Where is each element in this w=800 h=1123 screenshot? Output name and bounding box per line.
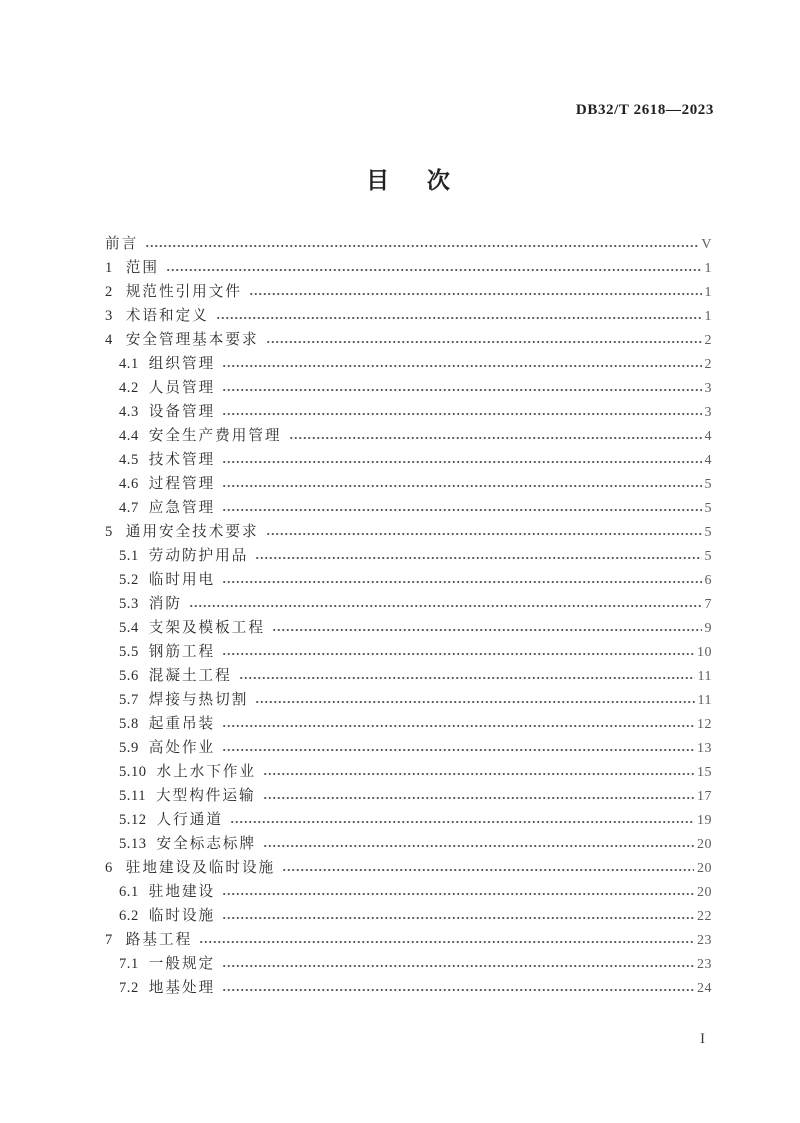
- toc-leader-dots: [222, 359, 701, 373]
- toc-leader-dots: [222, 719, 694, 733]
- toc-entry-page: 1: [704, 309, 712, 324]
- toc-entry: [105, 568, 712, 592]
- toc-entry-number: 7: [105, 932, 113, 948]
- toc-entry-page: 6: [704, 573, 712, 588]
- toc-entry-label: 钢筋工程: [148, 644, 216, 660]
- toc-leader-dots: [222, 407, 701, 421]
- toc-entry-label: 安全生产费用管理: [148, 428, 282, 444]
- toc-entry-label: 消防: [148, 596, 182, 612]
- table-of-contents: [105, 232, 712, 1000]
- toc-leader-dots: [222, 743, 694, 757]
- toc-entry: [105, 472, 712, 496]
- toc-entry-page: 13: [697, 741, 712, 756]
- toc-entry: [105, 736, 712, 760]
- toc-entry-number: 5.6: [119, 668, 139, 684]
- toc-entry-page: 20: [697, 885, 712, 900]
- toc-entry: [105, 928, 712, 952]
- toc-leader-dots: [222, 503, 701, 517]
- toc-leader-dots: [222, 887, 694, 901]
- toc-leader-dots: [255, 551, 701, 565]
- toc-entry-number: 3: [105, 308, 113, 324]
- toc-entry: [105, 640, 712, 664]
- toc-entry-label: 安全管理基本要求: [125, 332, 259, 348]
- toc-entry-page: 11: [697, 669, 712, 684]
- toc-leader-dots: [222, 983, 694, 997]
- toc-leader-dots: [289, 431, 702, 445]
- toc-entry-label: 起重吊装: [148, 716, 216, 732]
- toc-leader-dots: [222, 455, 701, 469]
- toc-entry-number: 5.8: [119, 716, 139, 732]
- toc-entry-number: 4.6: [119, 476, 139, 492]
- toc-entry-page: 20: [697, 837, 712, 852]
- toc-entry-number: 4: [105, 332, 113, 348]
- toc-entry-label: 应急管理: [148, 500, 216, 516]
- toc-entry-page: 5: [704, 525, 712, 540]
- toc-entry-label: 混凝土工程: [148, 668, 232, 684]
- toc-entry-number: 5.5: [119, 644, 139, 660]
- document-number: DB32/T 2618—2023: [575, 102, 714, 118]
- toc-entry-page: 9: [704, 621, 712, 636]
- toc-entry-page: 4: [704, 429, 712, 444]
- toc-entry: [105, 904, 712, 928]
- toc-entry: [105, 616, 712, 640]
- toc-entry: [105, 352, 712, 376]
- toc-entry: [105, 832, 712, 856]
- toc-entry-label: 大型构件运输: [156, 788, 256, 804]
- toc-entry-number: 2: [105, 284, 113, 300]
- toc-entry-label: 焊接与热切割: [148, 692, 249, 708]
- toc-entry-label: 临时设施: [148, 908, 216, 924]
- toc-entry-label: 术语和定义: [125, 308, 209, 324]
- toc-entry-label: 人员管理: [148, 380, 216, 396]
- toc-entry: [105, 496, 712, 520]
- toc-leader-dots: [222, 575, 701, 589]
- toc-entry-page: 5: [704, 501, 712, 516]
- toc-entry-page: V: [701, 237, 712, 252]
- toc-entry: [105, 760, 712, 784]
- toc-leader-dots: [249, 287, 702, 301]
- toc-entry-number: 5: [105, 524, 113, 540]
- toc-leader-dots: [266, 335, 702, 349]
- toc-entry-label: 劳动防护用品: [148, 548, 249, 564]
- toc-entry-number: 4.7: [119, 500, 139, 516]
- toc-entry-page: 3: [704, 405, 712, 420]
- toc-entry: [105, 592, 712, 616]
- toc-entry: [105, 712, 712, 736]
- toc-entry-page: 1: [704, 285, 712, 300]
- toc-entry-page: 19: [697, 813, 712, 828]
- toc-entry-label: 支架及模板工程: [148, 620, 265, 636]
- toc-entry-number: 5.11: [119, 788, 146, 804]
- toc-entry: [105, 544, 712, 568]
- toc-entry: [105, 880, 712, 904]
- toc-leader-dots: [263, 767, 694, 781]
- toc-entry-label: 临时用电: [148, 572, 216, 588]
- toc-entry-number: 5.10: [119, 764, 147, 780]
- toc-entry-number: 4.1: [119, 356, 139, 372]
- toc-entry-number: 4.4: [119, 428, 139, 444]
- toc-leader-dots: [239, 671, 695, 685]
- toc-entry: [105, 256, 712, 280]
- toc-entry-page: 23: [697, 933, 712, 948]
- toc-leader-dots: [263, 839, 694, 853]
- toc-entry-number: 5.4: [119, 620, 139, 636]
- toc-entry: [105, 664, 712, 688]
- toc-entry-label: 前言: [105, 236, 139, 252]
- toc-entry-number: 1: [105, 260, 113, 276]
- toc-entry: [105, 808, 712, 832]
- toc-entry-page: 1: [704, 261, 712, 276]
- toc-entry-number: 6: [105, 860, 113, 876]
- toc-entry-label: 人行通道: [156, 812, 223, 828]
- toc-entry-page: 2: [704, 333, 712, 348]
- toc-entry-number: 5.9: [119, 740, 139, 756]
- toc-entry: [105, 328, 712, 352]
- toc-entry-page: 10: [697, 645, 712, 660]
- toc-leader-dots: [266, 527, 702, 541]
- toc-leader-dots: [189, 599, 702, 613]
- toc-entry-number: 4.2: [119, 380, 139, 396]
- toc-entry: [105, 304, 712, 328]
- toc-entry-page: 4: [704, 453, 712, 468]
- toc-entry-label: 通用安全技术要求: [125, 524, 259, 540]
- toc-entry: [105, 952, 712, 976]
- toc-entry-page: 17: [697, 789, 712, 804]
- toc-entry-label: 一般规定: [148, 956, 216, 972]
- toc-leader-dots: [272, 623, 702, 637]
- toc-leader-dots: [145, 239, 698, 253]
- folio-page-number: I: [700, 1031, 705, 1047]
- toc-entry-number: 4.3: [119, 404, 139, 420]
- page-title: 目 次: [366, 168, 451, 193]
- toc-entry-number: 5.1: [119, 548, 139, 564]
- toc-entry: [105, 520, 712, 544]
- toc-entry-page: 12: [697, 717, 712, 732]
- toc-leader-dots: [222, 479, 701, 493]
- toc-entry-label: 规范性引用文件: [125, 284, 242, 300]
- toc-entry: [105, 424, 712, 448]
- toc-entry-number: 7.2: [119, 980, 139, 996]
- toc-entry-number: 5.13: [119, 836, 147, 852]
- toc-leader-dots: [222, 911, 694, 925]
- toc-entry-label: 驻地建设及临时设施: [125, 860, 276, 876]
- toc-entry: [105, 376, 712, 400]
- toc-entry-label: 安全标志标牌: [156, 836, 257, 852]
- toc-entry: [105, 448, 712, 472]
- toc-leader-dots: [282, 863, 694, 877]
- toc-entry-page: 3: [704, 381, 712, 396]
- toc-entry: [105, 976, 712, 1000]
- toc-entry: [105, 280, 712, 304]
- toc-entry: [105, 784, 712, 808]
- toc-entry-number: 6.1: [119, 884, 139, 900]
- toc-entry-label: 水上水下作业: [156, 764, 257, 780]
- toc-entry-label: 驻地建设: [148, 884, 216, 900]
- toc-entry-label: 过程管理: [148, 476, 216, 492]
- toc-entry-label: 路基工程: [125, 932, 193, 948]
- toc-entry-page: 5: [704, 549, 712, 564]
- toc-leader-dots: [230, 815, 694, 829]
- toc-leader-dots: [255, 695, 694, 709]
- toc-entry-number: 5.7: [119, 692, 139, 708]
- toc-leader-dots: [166, 263, 702, 277]
- toc-entry-page: 11: [697, 693, 712, 708]
- toc-leader-dots: [199, 935, 694, 949]
- toc-entry-number: 5.2: [119, 572, 139, 588]
- toc-entry-number: 6.2: [119, 908, 139, 924]
- toc-entry-label: 高处作业: [148, 740, 216, 756]
- toc-entry: [105, 856, 712, 880]
- toc-entry-page: 20: [697, 861, 712, 876]
- toc-leader-dots: [222, 383, 701, 397]
- toc-leader-dots: [263, 791, 694, 805]
- toc-entry: [105, 688, 712, 712]
- toc-leader-dots: [222, 647, 694, 661]
- toc-entry-number: 5.12: [119, 812, 147, 828]
- toc-entry-page: 7: [704, 597, 712, 612]
- toc-entry-page: 15: [697, 765, 712, 780]
- toc-entry-page: 24: [697, 981, 712, 996]
- toc-entry-number: 7.1: [119, 956, 139, 972]
- toc-entry-page: 23: [697, 957, 712, 972]
- toc-entry-page: 2: [704, 357, 712, 372]
- toc-entry: [105, 400, 712, 424]
- toc-entry-label: 组织管理: [148, 356, 216, 372]
- toc-entry-number: 5.3: [119, 596, 139, 612]
- toc-leader-dots: [222, 959, 694, 973]
- toc-entry-label: 设备管理: [148, 404, 216, 420]
- toc-entry-label: 范围: [125, 260, 159, 276]
- toc-entry-page: 22: [697, 909, 712, 924]
- toc-leader-dots: [216, 311, 702, 325]
- toc-entry-page: 5: [704, 477, 712, 492]
- toc-entry-label: 技术管理: [148, 452, 216, 468]
- toc-entry-label: 地基处理: [148, 980, 216, 996]
- toc-entry-number: 4.5: [119, 452, 139, 468]
- toc-entry: [105, 232, 712, 256]
